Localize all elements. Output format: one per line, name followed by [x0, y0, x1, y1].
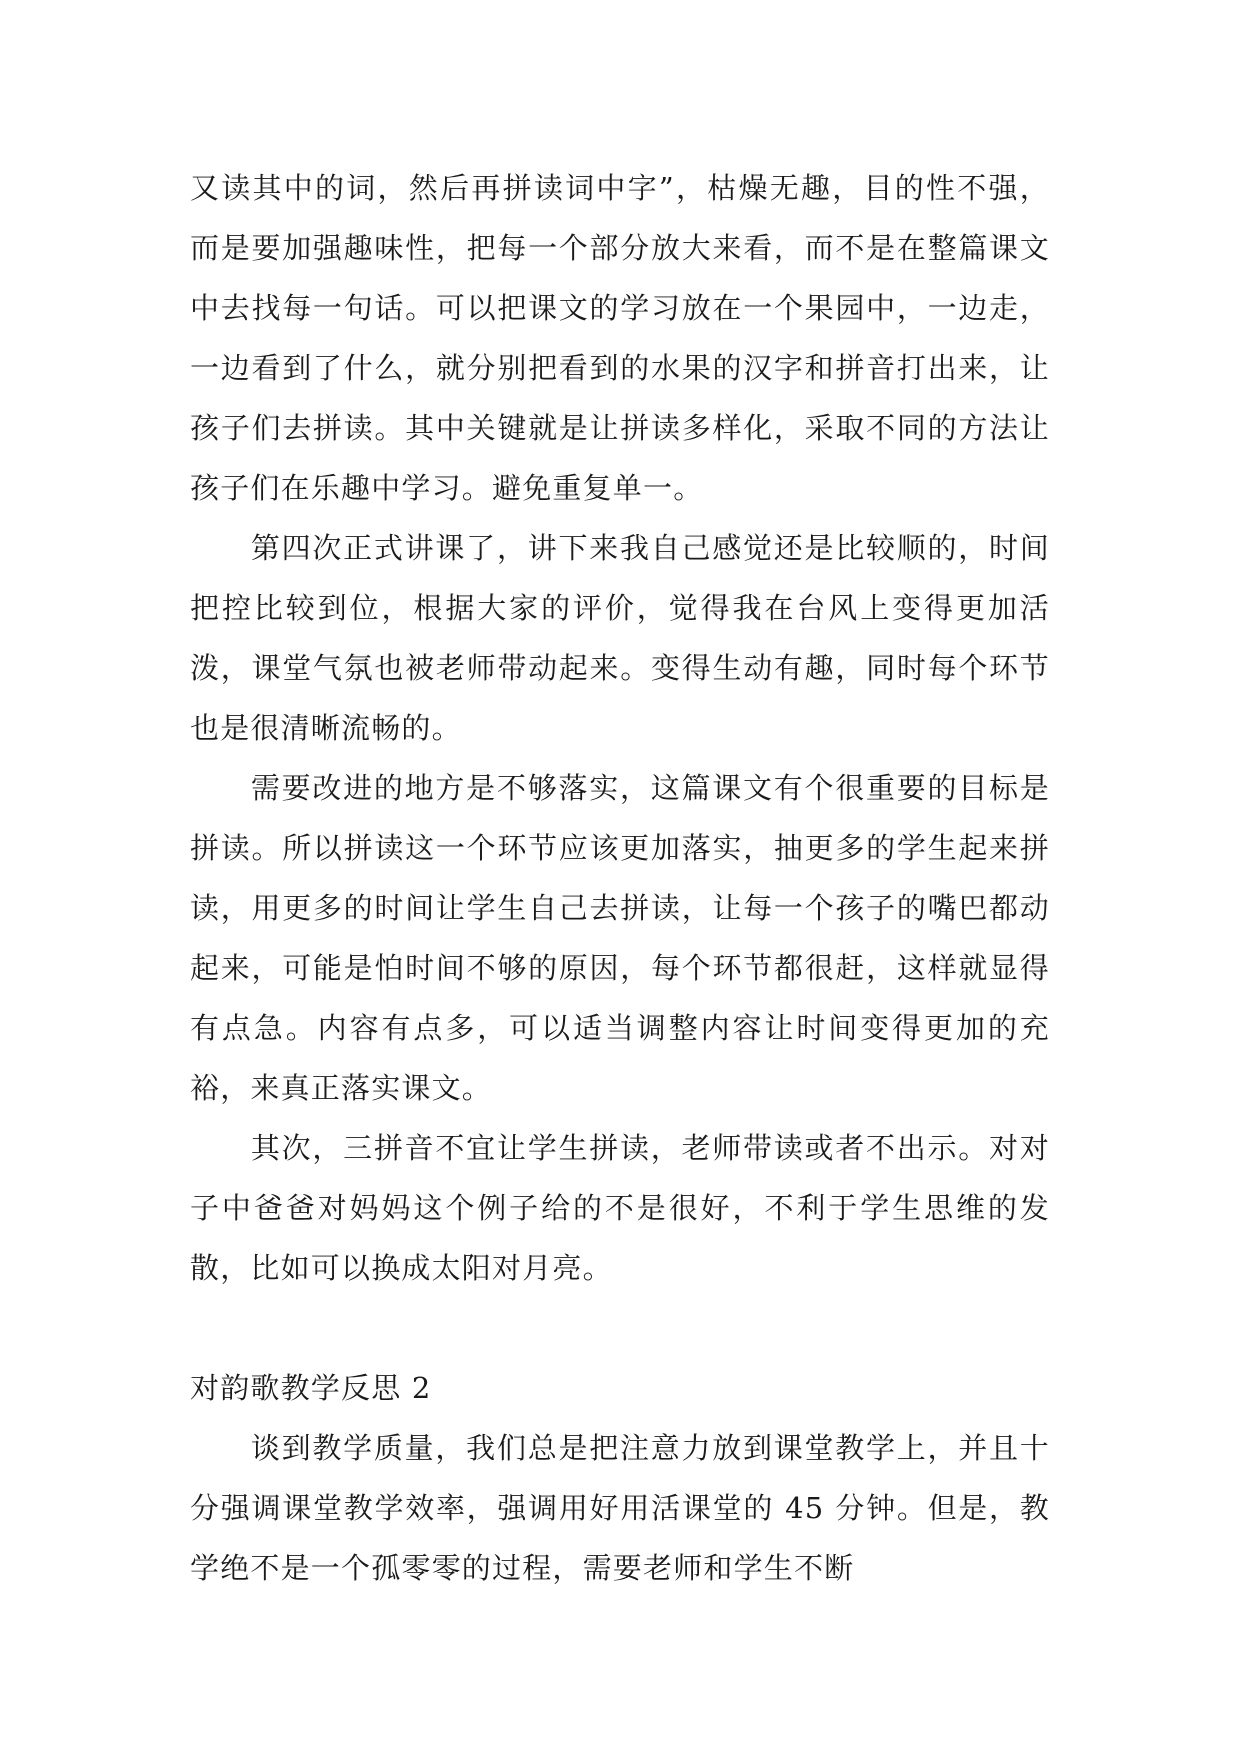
paragraph-continuation: 又读其中的词，然后再拼读词中字”，枯燥无趣，目的性不强，而是要加强趣味性，把每一个部分放大来看，而不是在整篇课文中去找每一句话。可以把课文的学习放在一个果园中，一边走，一边看到了什么，就分别把看到的水果的汉字和拼音打出来，让孩子们去拼读。其中关键就是让拼读多样化，采取不同的方法让孩子们在乐趣中学习。避免重复单一。: [190, 171, 1050, 505]
section-title: 对韵歌教学反思 2: [190, 1371, 432, 1405]
document-body: [190, 158, 1050, 1598]
section-spacer: [190, 1298, 1050, 1358]
paragraph-fourth-lecture: 第四次正式讲课了，讲下来我自己感觉还是比较顺的，时间把控比较到位，根据大家的评价，觉得我在台风上变得更加活泼，课堂气氛也被老师带动起来。变得生动有趣，同时每个环节也是很清晰流畅的。: [190, 531, 1050, 745]
paragraph-secondly: 其次，三拼音不宜让学生拼读，老师带读或者不出示。对对子中爸爸对妈妈这个例子给的不是很好，不利于学生思维的发散，比如可以换成太阳对月亮。: [190, 1131, 1050, 1285]
paragraph-teaching-quality: 谈到教学质量，我们总是把注意力放到课堂教学上，并且十分强调课堂教学效率，强调用好用活课堂的 45 分钟。但是，教学绝不是一个孤零零的过程，需要老师和学生不断: [190, 1431, 1050, 1585]
paragraph-improvements: 需要改进的地方是不够落实，这篇课文有个很重要的目标是拼读。所以拼读这一个环节应该更加落实，抽更多的学生起来拼读，用更多的时间让学生自己去拼读，让每一个孩子的嘴巴都动起来，可能是怕时间不够的原因，每个环节都很赶，这样就显得有点急。内容有点多，可以适当调整内容让时间变得更加的充裕，来真正落实课文。: [190, 771, 1050, 1105]
